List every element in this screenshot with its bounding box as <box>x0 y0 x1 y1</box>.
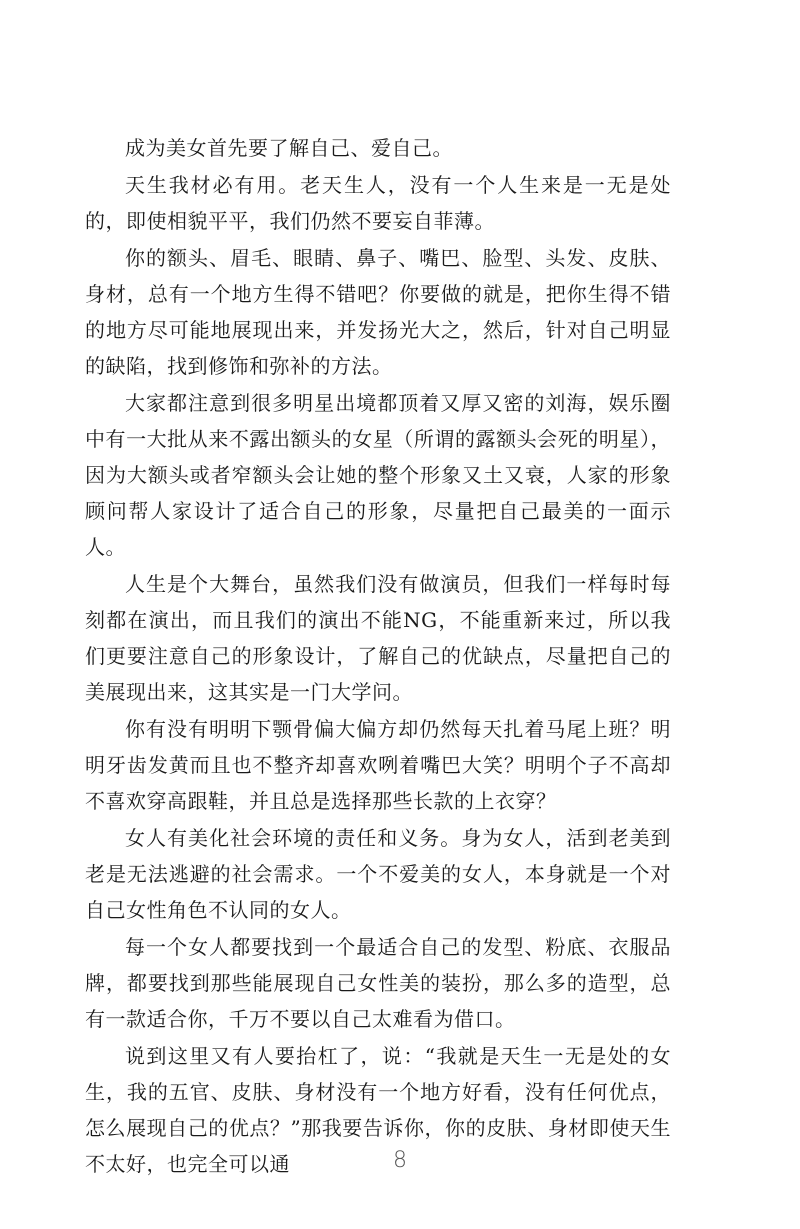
paragraph: 说到这里又有人要抬杠了，说：“我就是天生一无是处的女生，我的五官、皮肤、身材没有一个地方好看，没有任何优点，怎么展现自己的优点？”那我要告诉你，你的皮肤、身材即使天生不太好，也完全可以通 <box>85 1044 671 1176</box>
page-number: 8 <box>393 1148 407 1173</box>
paragraph: 女人有美化社会环境的责任和义务。身为女人，活到老美到老是无法逃避的社会需求。一个不爱美的女人，本身就是一个对自己女性角色不认同的女人。 <box>85 826 671 922</box>
paragraph: 你有没有明明下颚骨偏大偏方却仍然每天扎着马尾上班？明明牙齿发黄而且也不整齐却喜欢咧着嘴巴大笑？明明个子不高却不喜欢穿高跟鞋，并且总是选择那些长款的上衣穿？ <box>85 717 671 813</box>
paragraph: 大家都注意到很多明星出境都顶着又厚又密的刘海，娱乐圈中有一大批从来不露出额头的女星（所谓的露额头会死的明星），因为大额头或者窄额头会让她的整个形象又土又衰，人家的形象顾问帮人家设计了适合自己的形象，尽量把自己最美的一面示人。 <box>85 391 671 559</box>
paragraph: 成为美女首先要了解自己、爱自己。 <box>125 136 453 160</box>
paragraph: 天生我材必有用。老天生人，没有一个人生来是一无是处的，即使相貌平平，我们仍然不要妄自菲薄。 <box>85 173 671 233</box>
paragraph: 你的额头、眉毛、眼睛、鼻子、嘴巴、脸型、头发、皮肤、身材，总有一个地方生得不错吧？你要做的就是，把你生得不错的地方尽可能地展现出来，并发扬光大之，然后，针对自己明显的缺陷，找到修饰和弥补的方法。 <box>85 246 671 378</box>
paragraph: 每一个女人都要找到一个最适合自己的发型、粉底、衣服品牌，都要找到那些能展现自己女性美的装扮，那么多的造型，总有一款适合你，千万不要以自己太难看为借口。 <box>85 935 671 1031</box>
paragraph: 人生是个大舞台，虽然我们没有做演员，但我们一样每时每刻都在演出，而且我们的演出不能NG，不能重新来过，所以我们更要注意自己的形象设计，了解自己的优缺点，尽量把自己的美展现出来，这其实是一门大学问。 <box>85 572 671 704</box>
body-text <box>85 130 671 1182</box>
